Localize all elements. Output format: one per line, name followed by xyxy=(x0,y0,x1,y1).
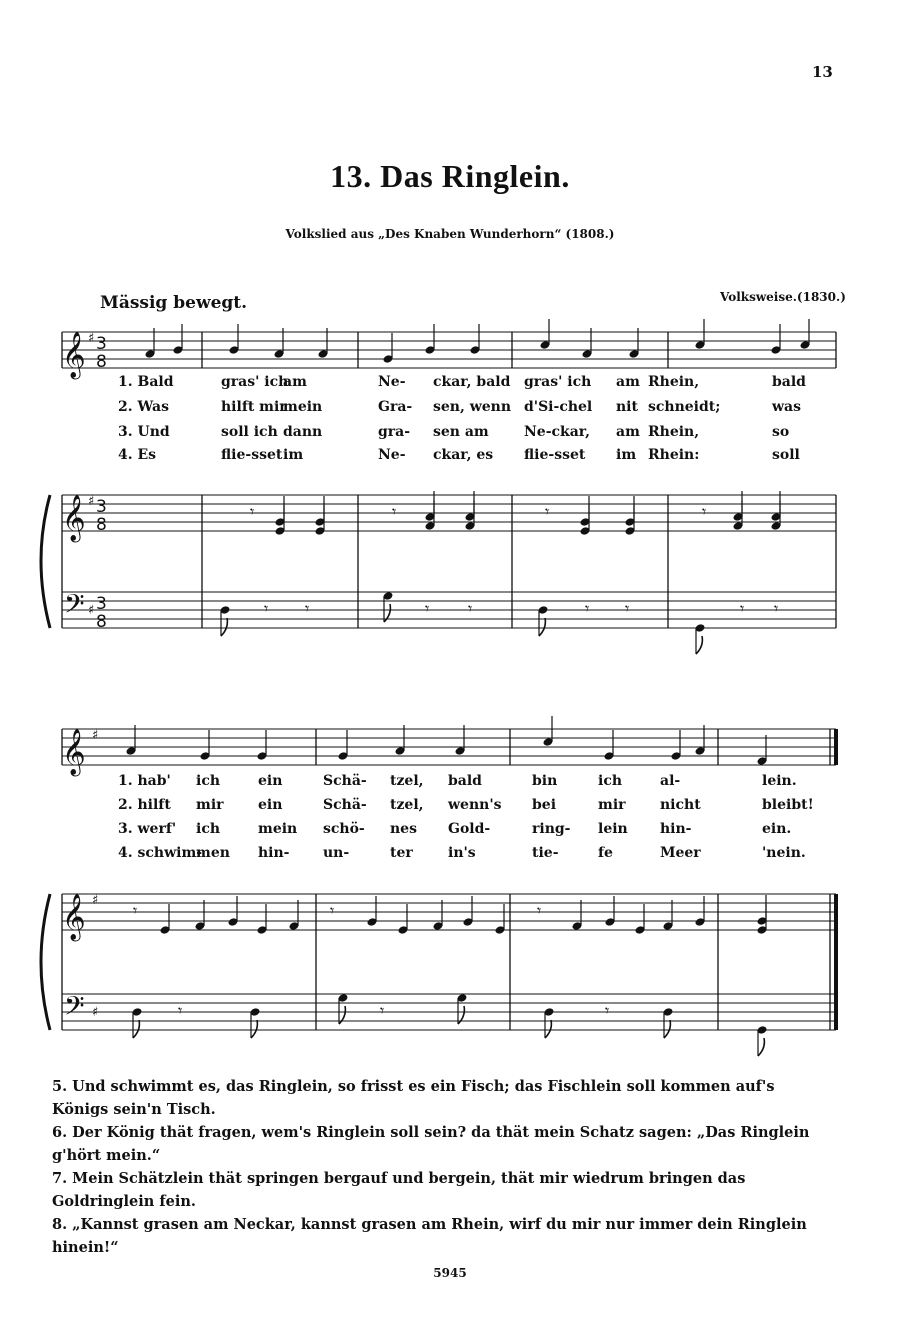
lyric-syllable: wenn's xyxy=(448,797,502,813)
lyric-syllable: 2. hilft xyxy=(118,797,171,813)
piano-brace xyxy=(41,894,50,1030)
lyric-syllable: im xyxy=(283,447,304,463)
lyric-syllable: men xyxy=(196,845,230,861)
lyric-syllable: mir xyxy=(598,797,626,813)
lyric-syllable: d'Si-chel xyxy=(524,399,593,415)
lyric-syllable: was xyxy=(772,399,802,415)
lyric-syllable: Rhein: xyxy=(648,447,700,463)
lyric-syllable: lein xyxy=(598,821,628,837)
lyric-syllable: gra- xyxy=(378,424,411,440)
lyric-syllable: am xyxy=(283,374,307,390)
lyric-syllable: ich xyxy=(196,773,221,789)
eighth-rest: 𝄾 xyxy=(425,599,430,618)
key-signature: ♯ xyxy=(88,331,95,346)
lyric-syllable: tie- xyxy=(532,845,559,861)
lyric-syllable: hilft mir xyxy=(221,399,287,415)
treble-clef: 𝄞 xyxy=(62,495,86,541)
lyric-syllable: bei xyxy=(532,797,557,813)
lyric-syllable: hin- xyxy=(660,821,692,837)
plate-number: 5945 xyxy=(433,1266,467,1280)
lyric-syllable: 'nein. xyxy=(762,845,806,861)
note-flag xyxy=(664,1020,670,1038)
bass-clef: 𝄢 xyxy=(64,588,85,626)
time-signature-bottom: 8 xyxy=(96,612,107,632)
eighth-rest: 𝄾 xyxy=(380,1001,385,1020)
key-signature: ♯ xyxy=(88,603,95,618)
lyric-syllable: gras' ich xyxy=(524,374,592,390)
lyric-syllable: sen am xyxy=(433,424,489,440)
lyric-syllable: lein. xyxy=(762,773,797,789)
lyric-syllable: mein xyxy=(283,399,323,415)
eighth-rest: 𝄾 xyxy=(305,599,310,618)
time-signature-bottom: 8 xyxy=(96,515,107,535)
lyric-syllable: ckar, bald xyxy=(433,374,511,390)
key-signature: ♯ xyxy=(92,1005,99,1020)
lyric-syllable: 3. Und xyxy=(118,424,170,440)
eighth-rest: 𝄾 xyxy=(264,599,269,618)
verse-6: 6. Der König thät fragen, wem's Ringlein soll sein? da thät mein Schatz sagen: „Das Ringlein g'hört mein.“ xyxy=(52,1124,810,1164)
lyric-syllable: bleibt! xyxy=(762,797,814,813)
note-flag xyxy=(251,1020,257,1038)
lyric-syllable: 2. Was xyxy=(118,399,169,415)
eighth-rest: 𝄾 xyxy=(774,599,779,618)
lyric-syllable: 4. schwim- xyxy=(118,845,203,861)
lyric-syllable: Ne- xyxy=(378,374,406,390)
verse-8: 8. „Kannst grasen am Neckar, kannst grasen am Rhein, wirf du mir nur immer dein Ringlein hinein!“ xyxy=(52,1216,807,1256)
lyric-syllable: ein. xyxy=(762,821,792,837)
lyric-syllable: ein xyxy=(258,773,283,789)
eighth-rest: 𝄾 xyxy=(625,599,630,618)
composer-credit: Volksweise.(1830.) xyxy=(720,290,846,304)
key-signature: ♯ xyxy=(92,893,99,908)
lyric-syllable: Meer xyxy=(660,845,701,861)
lyric-syllable: soll xyxy=(772,447,800,463)
lyric-syllable: gras' ich xyxy=(221,374,289,390)
lyric-syllable: ring- xyxy=(532,821,571,837)
lyric-syllable: in's xyxy=(448,845,476,861)
note-flag xyxy=(133,1020,139,1038)
lyric-syllable: ein xyxy=(258,797,283,813)
eighth-rest: 𝄾 xyxy=(545,502,550,521)
treble-clef: 𝄞 xyxy=(62,332,86,378)
lyric-syllable: ckar, es xyxy=(433,447,494,463)
lyric-syllable: Schä- xyxy=(323,773,367,789)
time-signature-top: 3 xyxy=(96,594,107,614)
lyric-syllable: Ne-ckar, xyxy=(524,424,591,440)
lyric-syllable: Gold- xyxy=(448,821,491,837)
lyric-syllable: am xyxy=(616,374,640,390)
lyric-syllable: schneidt; xyxy=(648,399,721,415)
song-source: Volkslied aus „Des Knaben Wunderhorn“ (1808.) xyxy=(285,227,615,241)
time-signature-top: 3 xyxy=(96,497,107,517)
lyric-syllable: mir xyxy=(196,797,224,813)
eighth-rest: 𝄾 xyxy=(585,599,590,618)
lyric-syllable: mein xyxy=(258,821,298,837)
eighth-rest: 𝄾 xyxy=(392,502,397,521)
lyric-syllable: nicht xyxy=(660,797,701,813)
lyric-syllable: fe xyxy=(598,845,613,861)
lyric-syllable: nit xyxy=(616,399,638,415)
tempo-marking: Mässig bewegt. xyxy=(100,293,248,313)
lyric-syllable: 4. Es xyxy=(118,447,157,463)
lyric-syllable: bald xyxy=(772,374,806,390)
time-signature-bottom: 8 xyxy=(96,352,107,372)
lyric-syllable: Ne- xyxy=(378,447,406,463)
additional-verses xyxy=(52,1075,832,1259)
lyric-syllable: am xyxy=(616,424,640,440)
eighth-rest: 𝄾 xyxy=(178,1001,183,1020)
lyric-syllable: un- xyxy=(323,845,350,861)
lyric-syllable: Gra- xyxy=(378,399,413,415)
note-flag xyxy=(539,618,545,636)
key-signature: ♯ xyxy=(92,728,99,743)
piano-brace xyxy=(41,495,50,628)
lyric-syllable: al- xyxy=(660,773,681,789)
lyric-syllable: 1. Bald xyxy=(118,374,174,390)
verse-7: 7. Mein Schätzlein thät springen bergauf und bergein, thät mir wiedrum bringen das Goldringlein fein. xyxy=(52,1170,746,1210)
lyric-syllable: 3. werf' xyxy=(118,821,177,837)
eighth-rest: 𝄾 xyxy=(537,901,542,920)
lyric-syllable: flie-sset xyxy=(524,447,586,463)
lyric-syllable: bald xyxy=(448,773,482,789)
song-title: 13. Das Ringlein. xyxy=(330,158,570,194)
eighth-rest: 𝄾 xyxy=(468,599,473,618)
eighth-rest: 𝄾 xyxy=(330,901,335,920)
note-flag xyxy=(545,1020,551,1038)
eighth-rest: 𝄾 xyxy=(740,599,745,618)
lyric-syllable: sen, wenn xyxy=(433,399,512,415)
time-signature-top: 3 xyxy=(96,334,107,354)
lyric-syllable: hin- xyxy=(258,845,290,861)
lyric-syllable: tzel, xyxy=(390,773,424,789)
lyric-syllable: dann xyxy=(283,424,323,440)
lyric-syllable: bin xyxy=(532,773,558,789)
lyric-syllable: im xyxy=(616,447,637,463)
treble-clef: 𝄞 xyxy=(62,894,86,940)
key-signature: ♯ xyxy=(88,494,95,509)
eighth-rest: 𝄾 xyxy=(702,502,707,521)
verse-5: 5. Und schwimmt es, das Ringlein, so frisst es ein Fisch; das Fischlein soll kommen auf's Königs sein'n Tisch. xyxy=(52,1078,775,1118)
eighth-rest: 𝄾 xyxy=(250,502,255,521)
lyric-syllable: Rhein, xyxy=(648,374,700,390)
lyric-syllable: schö- xyxy=(323,821,365,837)
eighth-rest: 𝄾 xyxy=(605,1001,610,1020)
lyric-syllable: soll ich xyxy=(221,424,278,440)
bass-clef: 𝄢 xyxy=(64,990,85,1028)
lyric-syllable: Rhein, xyxy=(648,424,700,440)
treble-clef: 𝄞 xyxy=(62,729,86,775)
lyric-syllable: tzel, xyxy=(390,797,424,813)
lyric-syllable: flie-sset xyxy=(221,447,283,463)
note-flag xyxy=(221,618,227,636)
note-flag xyxy=(758,1038,764,1056)
lyric-syllable: ter xyxy=(390,845,413,861)
lyric-syllable: 1. hab' xyxy=(118,773,171,789)
lyric-syllable: Schä- xyxy=(323,797,367,813)
lyric-syllable: so xyxy=(772,424,790,440)
lyric-syllable: ich xyxy=(598,773,623,789)
page-number: 13 xyxy=(812,63,833,81)
note-flag xyxy=(696,636,702,654)
lyric-syllable: ich xyxy=(196,821,221,837)
eighth-rest: 𝄾 xyxy=(133,901,138,920)
lyric-syllable: nes xyxy=(390,821,417,837)
